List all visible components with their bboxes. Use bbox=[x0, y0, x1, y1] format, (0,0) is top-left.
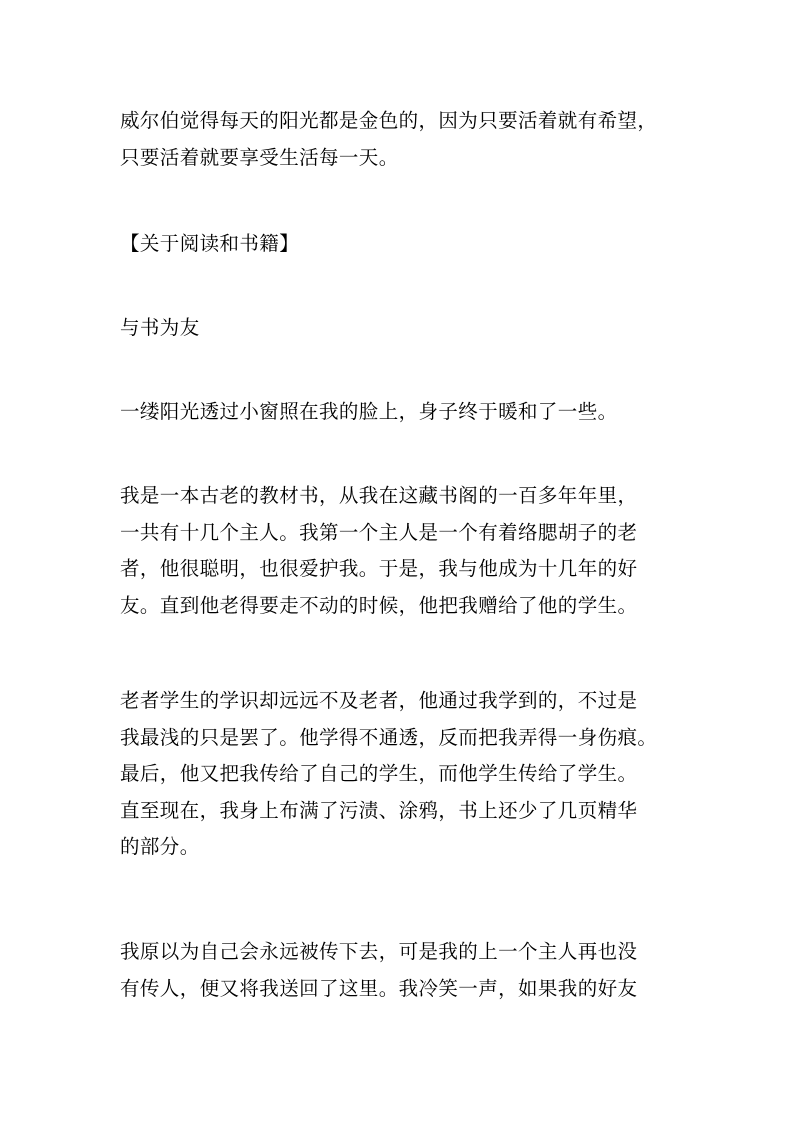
text-line: 只要活着就要享受生活每一天。 bbox=[120, 145, 399, 169]
text-line: 威尔伯觉得每天的阳光都是金色的，因为只要活着就有希望， bbox=[120, 109, 658, 132]
paragraph-wilbur-sunshine bbox=[120, 103, 680, 176]
paragraph-sunlight bbox=[120, 394, 680, 431]
paragraph-returned bbox=[120, 934, 680, 1007]
text-line: 最后，他又把我传给了自己的学生，而他学生传给了学生。 bbox=[120, 762, 638, 785]
text-line: 我原以为自己会永远被传下去，可是我的上一个主人再也没 bbox=[120, 940, 638, 963]
text-line: 者，他很聪明，也很爱护我。于是，我与他成为十几年的好 bbox=[120, 557, 638, 580]
text-line: 直至现在，我身上布满了污渍、涂鸦，书上还少了几页精华 bbox=[120, 798, 638, 822]
paragraph-old-textbook bbox=[120, 478, 680, 624]
text-line: 的部分。 bbox=[120, 835, 200, 858]
text-line: 我是一本古老的教材书，从我在这藏书阁的一百多年年里， bbox=[120, 484, 638, 507]
text-line: 一缕阳光透过小窗照在我的脸上，身子终于暖和了一些。 bbox=[120, 400, 618, 423]
text-line: 有传人，便又将我送回了这里。我冷笑一声，如果我的好友 bbox=[120, 976, 638, 1000]
essay-title bbox=[120, 310, 680, 347]
section-heading-text: 【关于阅读和书籍】 bbox=[120, 232, 300, 255]
text-line: 老者学生的学识却远远不及老者，他通过我学到的，不过是 bbox=[120, 689, 638, 712]
essay-title-text: 与书为友 bbox=[120, 316, 200, 339]
paragraph-student bbox=[120, 683, 680, 866]
text-line: 我最浅的只是罢了。他学得不通透，反而把我弄得一身伤痕。 bbox=[120, 725, 658, 749]
text-line: 友。直到他老得要走不动的时候，他把我赠给了他的学生。 bbox=[120, 593, 638, 617]
section-heading bbox=[120, 226, 680, 263]
text-line: 一共有十几个主人。我第一个主人是一个有着络腮胡子的老 bbox=[120, 520, 638, 544]
